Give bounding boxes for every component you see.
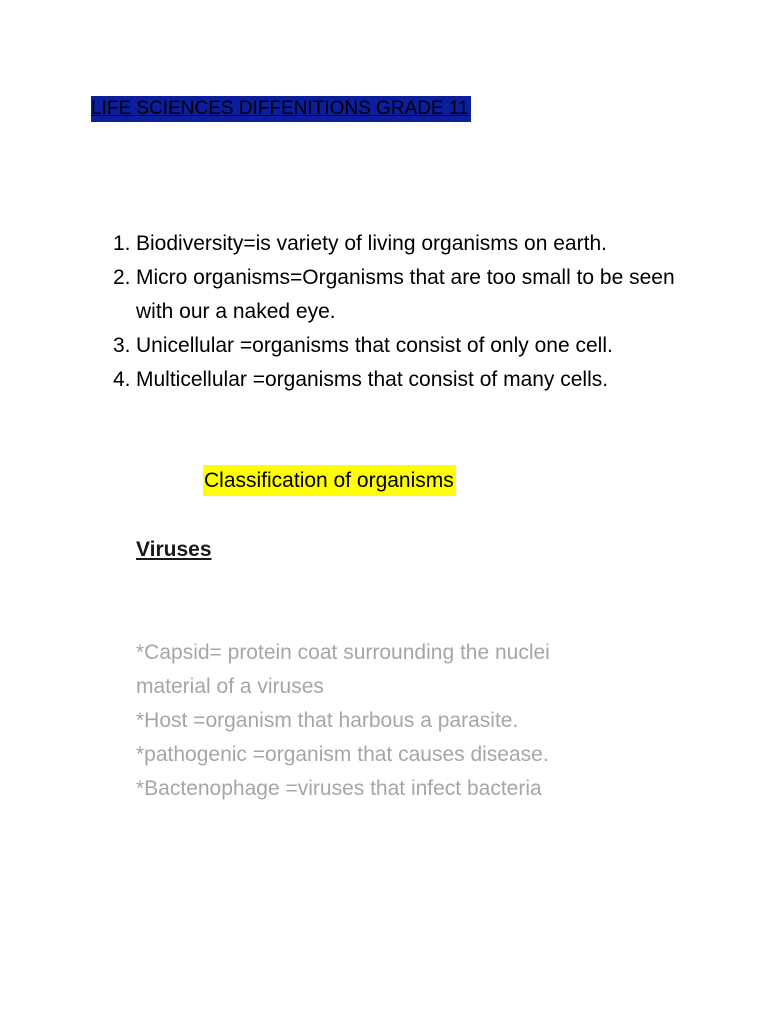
definition-text: Unicellular =organisms that consist of only one cell. [136, 334, 613, 357]
section-title: Classification of organisms [203, 465, 456, 496]
definition-text: Micro organisms=Organisms that are too small to be seen with our a naked eye. [136, 266, 675, 323]
virus-note: *pathogenic =organism that causes disease. [136, 743, 549, 766]
virus-note: *Bactenophage =viruses that infect bacteria [136, 777, 542, 800]
document-title: LIFE SCIENCES DIFFENITIONS GRADE 11 [91, 96, 471, 122]
virus-note: *Capsid= protein coat surrounding the nuclei material of a viruses [136, 641, 550, 698]
subsection-title: Viruses [136, 538, 212, 561]
definition-number: 1. [113, 232, 131, 255]
virus-notes [136, 636, 616, 806]
definition-item [113, 227, 693, 261]
definition-number: 4. [113, 368, 131, 391]
definitions-list [113, 227, 693, 397]
definition-text: Biodiversity=is variety of living organisms on earth. [136, 232, 607, 255]
definition-number: 2. [113, 266, 131, 289]
definition-text: Multicellular =organisms that consist of many cells. [136, 368, 609, 391]
definition-item [113, 329, 693, 363]
definition-number: 3. [113, 334, 131, 357]
definition-item [113, 363, 693, 397]
definition-item [113, 261, 693, 329]
virus-note: *Host =organism that harbous a parasite. [136, 709, 519, 732]
